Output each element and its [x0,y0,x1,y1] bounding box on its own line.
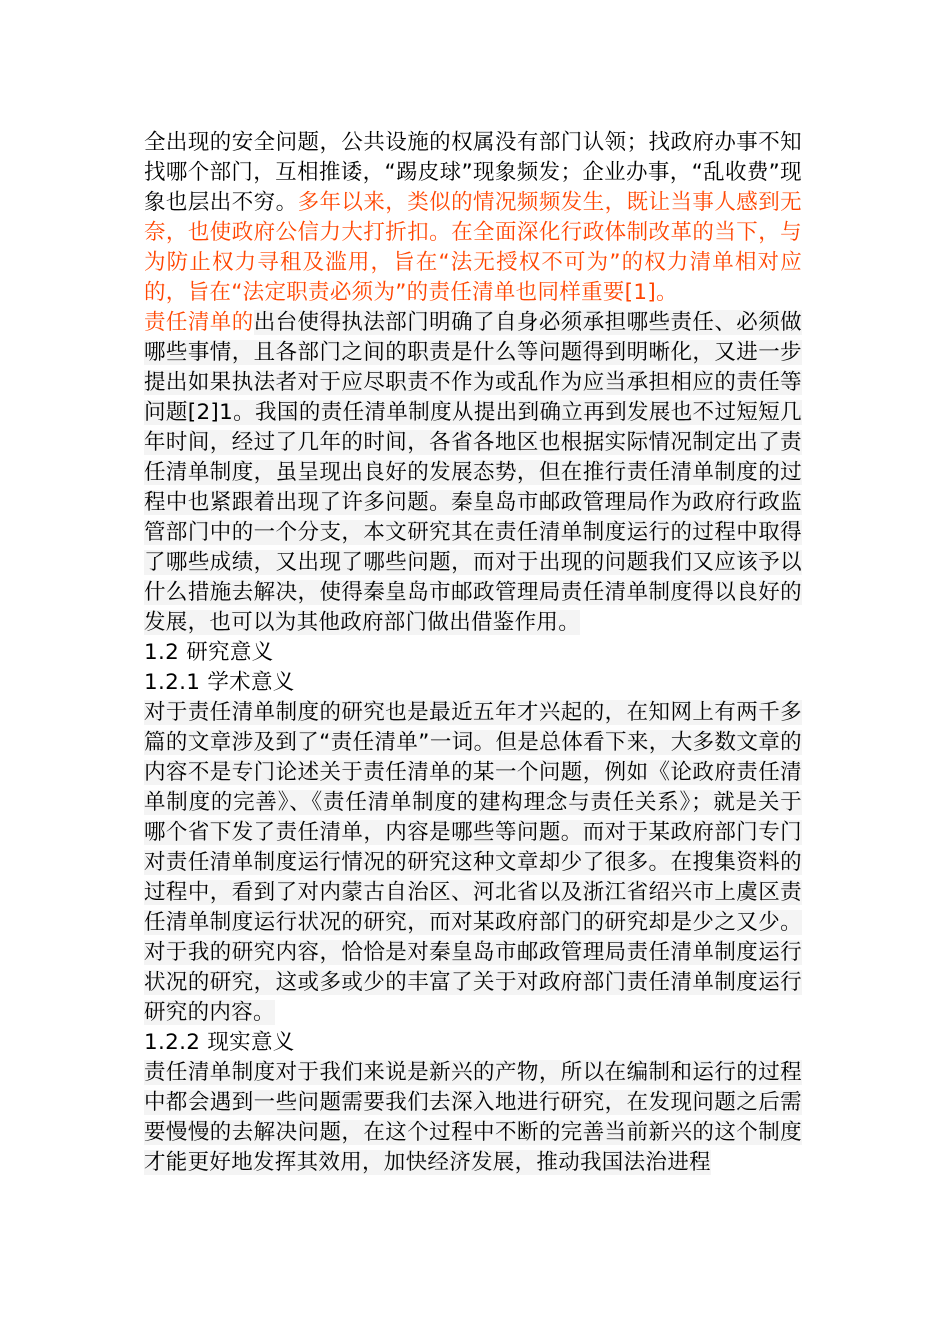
subsection-heading-academic-significance: 1.2.1 学术意义 [144,670,295,695]
paragraph-text: 全出现的安全问题，公共设施的权属没有部门认领；找政府办事不知找哪个部门，互相推诿，“踢皮球”现象频发；企业办事，“乱收费”现象也层出不穷。 [144,130,802,215]
paragraph-text: 出台使得执法部门明确了自身必须承担哪些责任、必须做哪些事情，且各部门之间的职责是什么等问题得到明晰化，又进一步提出如果执法者对于应尽职责不作为或乱作为应当承担相应的责任等问题[2]1。我国的责任清单制度从提出到确立再到发展也不过短短几年时间，经过了几年的时间，各省各地区也根据实际情况制定出了责任清单制度，虽呈现出良好的发展态势，但在推行责任清单制度的过程中也紧跟着出现了许多问题。秦皇岛市邮政管理局作为政府行政监管部门中的一个分支，本文研究其在责任清单制度运行的过程中取得了哪些成绩，又出现了哪些问题，而对于出现的问题我们又应该予以什么措施去解决，使得秦皇岛市邮政管理局责任清单制度得以良好的发展，也可以为其他政府部门做出借鉴作用。 [144,310,802,635]
section-heading-research-significance: 1.2 研究意义 [144,640,274,665]
paragraph-responsibility-list [144,308,802,638]
paragraph-practical-significance [144,1058,802,1178]
highlighted-term: 责任清单的 [144,310,254,335]
paragraph-academic-significance [144,698,802,1028]
subsection-heading-practical-significance: 1.2.2 现实意义 [144,1030,295,1055]
paragraph-background-problems [144,128,802,308]
paragraph-text: 责任清单制度对于我们来说是新兴的产物，所以在编制和运行的过程中都会遇到一些问题需要我们去深入地进行研究，在发现问题之后需要慢慢的去解决问题，在这个过程中不断的完善当前新兴的这个制度才能更好地发挥其效用，加快经济发展，推动我国法治进程 [144,1060,802,1175]
highlighted-text: 多年以来，类似的情况频频发生，既让当事人感到无奈，也使政府公信力大打折扣。在全面深化行政体制改革的当下，与为防止权力寻租及滥用，旨在“法无授权不可为”的权力清单相对应的，旨在“法定职责必须为”的责任清单也同样重要[1]。 [144,190,802,305]
paragraph-text: 对于责任清单制度的研究也是最近五年才兴起的，在知网上有两千多篇的文章涉及到了“责任清单”一词。但是总体看下来，大多数文章的内容不是专门论述关于责任清单的某一个问题，例如《论政府责任清单制度的完善》、《责任清单制度的建构理念与责任关系》；就是关于哪个省下发了责任清单，内容是哪些等问题。而对于某政府部门专门对责任清单制度运行情况的研究这种文章却少了很多。在搜集资料的过程中，看到了对内蒙古自治区、河北省以及浙江省绍兴市上虞区责任清单制度运行状况的研究，而对某政府部门的研究却是少之又少。对于我的研究内容，恰恰是对秦皇岛市邮政管理局责任清单制度运行状况的研究，这或多或少的丰富了关于对政府部门责任清单制度运行研究的内容。 [144,700,802,1025]
document-page [144,128,802,1178]
